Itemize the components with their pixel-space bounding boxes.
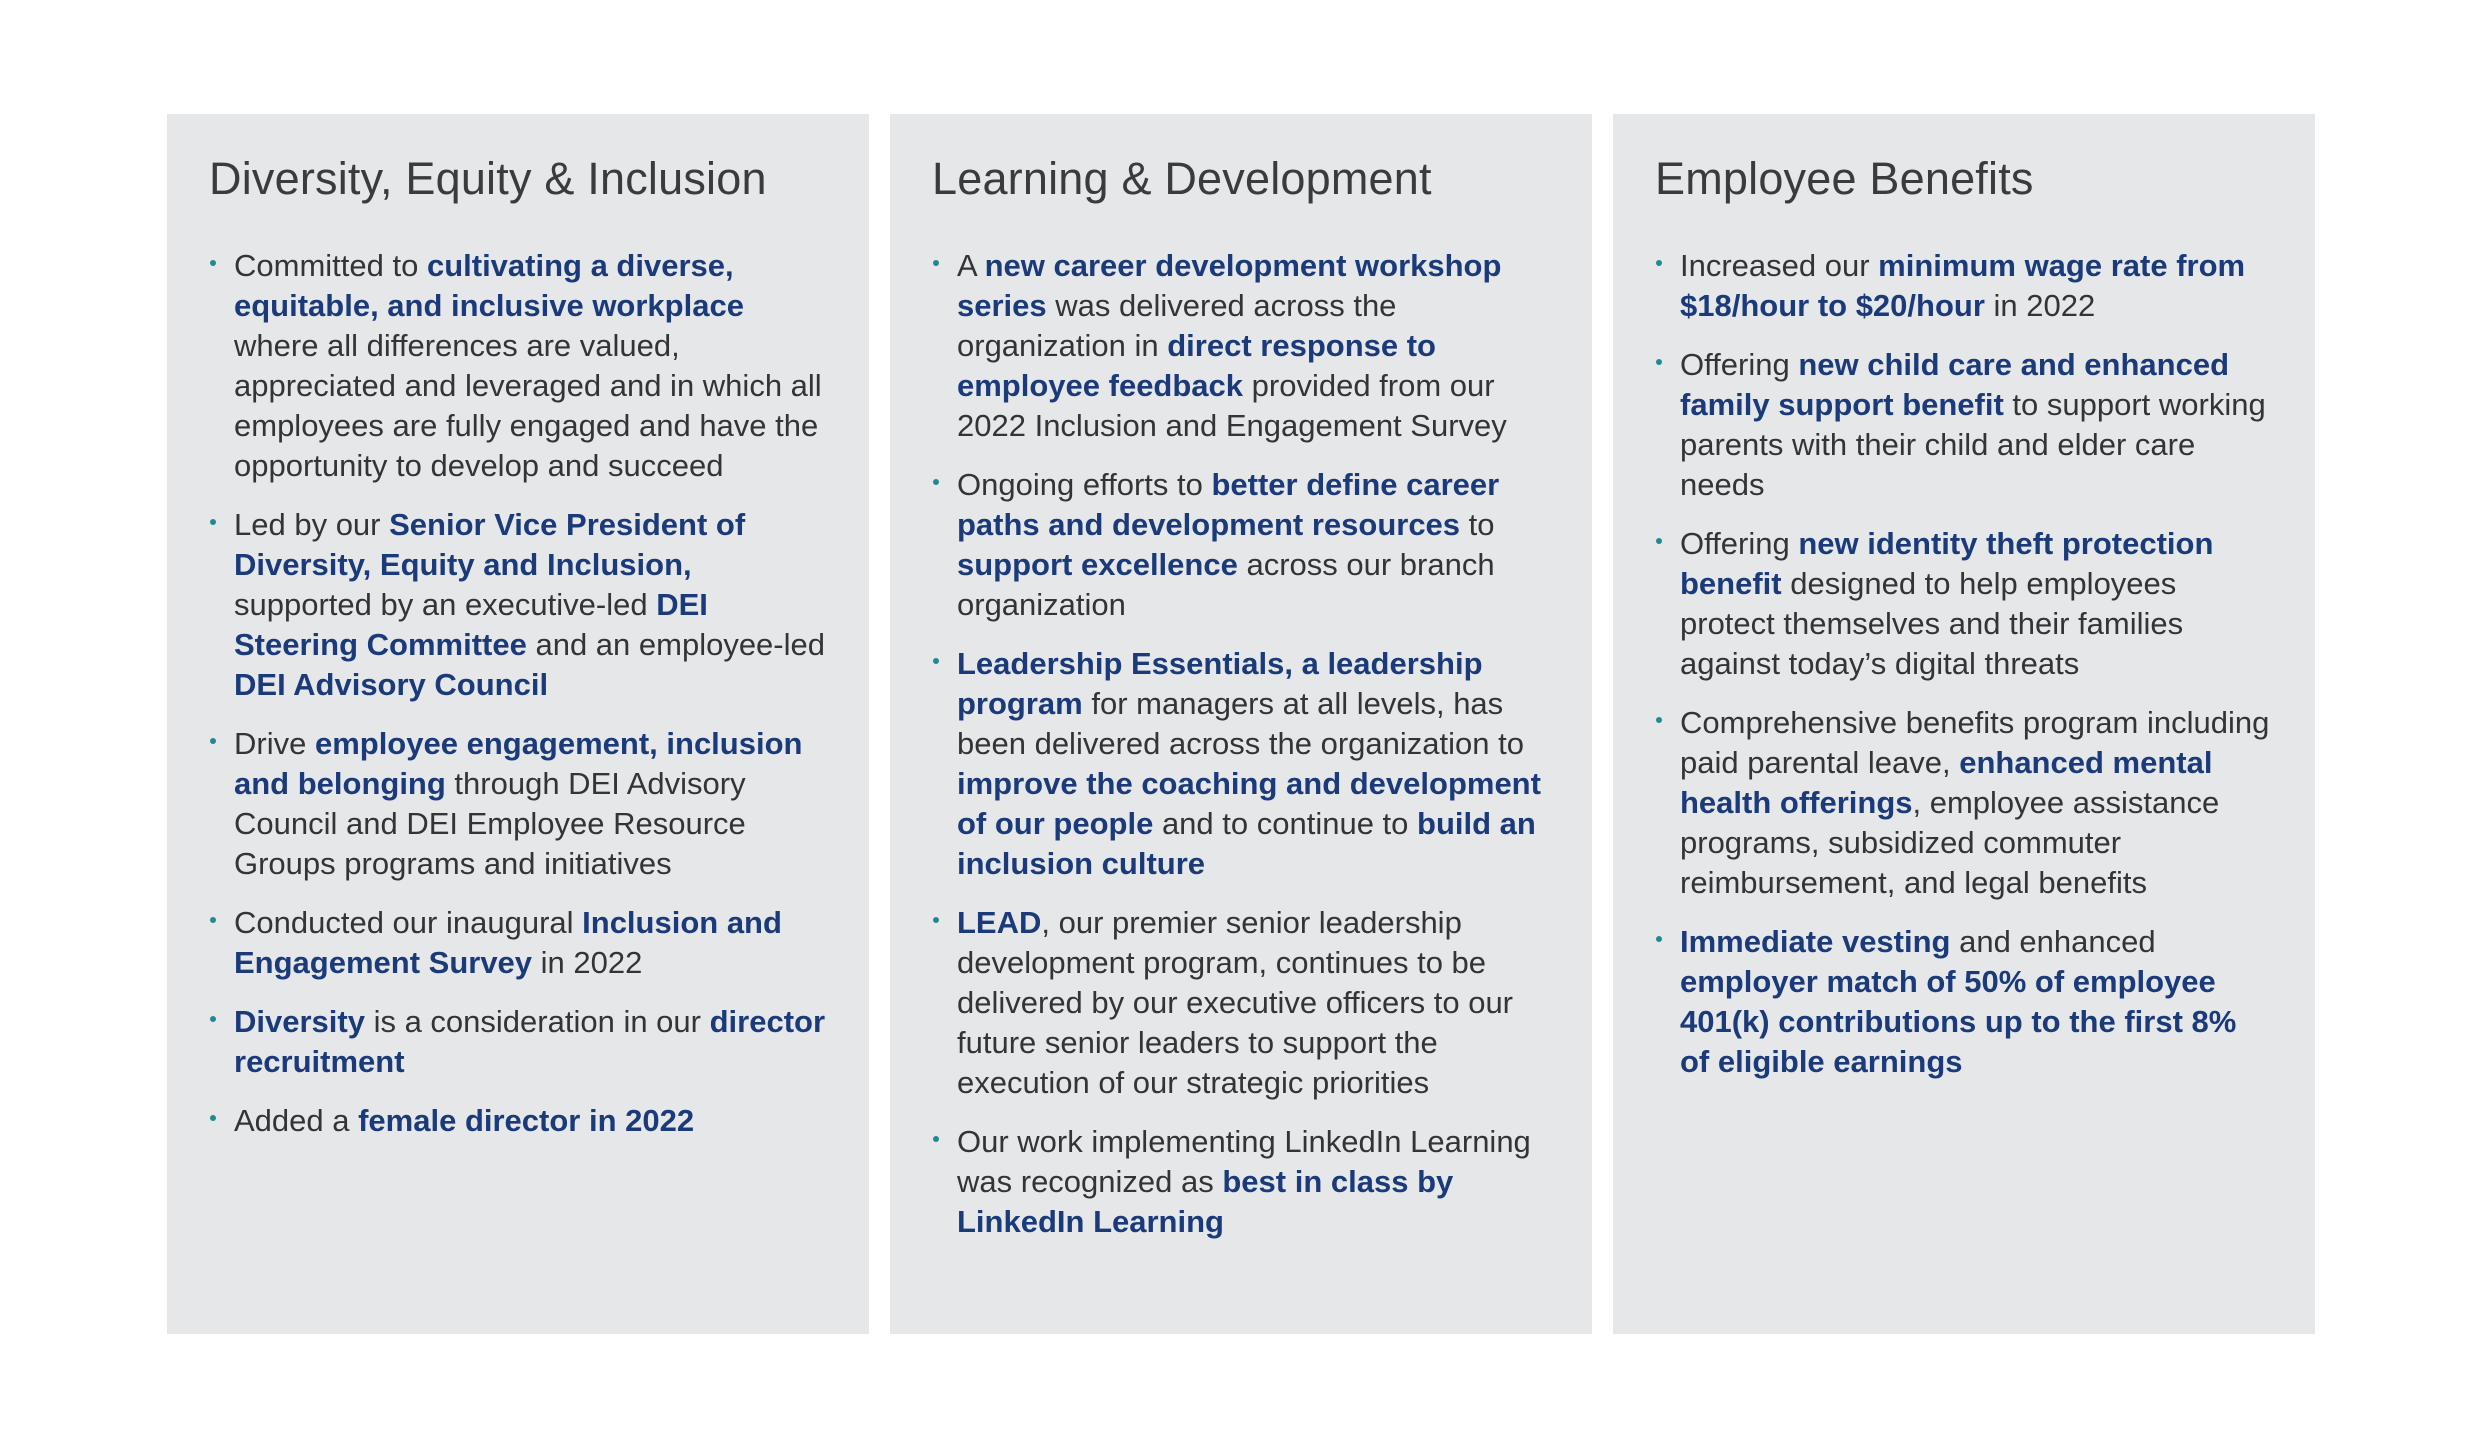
body-text: is a consideration in our xyxy=(364,1004,710,1039)
body-text: for managers at all levels, has been delivered across the organization to xyxy=(957,686,1524,761)
highlighted-text: director recruitment xyxy=(234,1004,826,1079)
highlighted-text: LEAD xyxy=(957,905,1042,940)
panel-title: Learning & Development xyxy=(932,153,1432,204)
body-text: through DEI Advisory Council and DEI Employee Resource Groups programs and initiatives xyxy=(234,766,746,881)
bullet-dot-icon xyxy=(933,658,939,664)
bullet-dot-icon xyxy=(933,1136,939,1142)
bullet-dot-icon xyxy=(933,479,939,485)
body-text: Conducted our inaugural xyxy=(234,905,583,940)
highlighted-text: employee engagement, inclusion and belonging xyxy=(234,726,803,801)
body-text: across our branch organization xyxy=(957,547,1495,622)
highlighted-text: cultivating a diverse, equitable, and inclusive workplace xyxy=(234,248,744,323)
bullet-dot-icon xyxy=(1656,538,1662,544)
body-text: A xyxy=(957,248,985,283)
highlighted-text: employer match of 50% of employee 401(k) contributions up to the first 8% of eligible earnings xyxy=(1680,964,2237,1079)
bullet-dot-icon xyxy=(210,1016,216,1022)
body-text: to support working parents with their child and elder care needs xyxy=(1680,387,2266,502)
body-text: Offering xyxy=(1680,347,1799,382)
bullet-item xyxy=(1655,345,2273,505)
bullet-item xyxy=(1655,524,2273,684)
panel-employee-benefits xyxy=(1613,114,2315,1334)
body-text: , employee assistance programs, subsidized commuter reimbursement, and legal benefits xyxy=(1680,785,2220,900)
body-text: designed to help employees protect themselves and their families against today’s digital threats xyxy=(1680,566,2184,681)
bullet-item xyxy=(209,724,827,884)
body-text: Drive xyxy=(234,726,315,761)
panel-diversity-equity-inclusion xyxy=(167,114,869,1334)
panel-title: Employee Benefits xyxy=(1655,153,2034,204)
highlighted-text: new identity theft protection benefit xyxy=(1680,526,2214,601)
highlighted-text: best in class by LinkedIn Learning xyxy=(957,1164,1454,1239)
body-text: in 2022 xyxy=(1984,288,2096,323)
body-text: Committed to xyxy=(234,248,427,283)
body-text: Our work implementing LinkedIn Learning was recognized as xyxy=(957,1124,1531,1199)
bullet-dot-icon xyxy=(210,1115,216,1121)
bullet-item xyxy=(1655,703,2273,903)
body-text: Led by our xyxy=(234,507,390,542)
bullet-item xyxy=(209,903,827,983)
bullet-dot-icon xyxy=(1656,717,1662,723)
body-text: Offering xyxy=(1680,526,1799,561)
body-text: supported by an executive-led xyxy=(234,587,657,622)
highlighted-text: direct response to employee feedback xyxy=(957,328,1436,403)
highlighted-text: DEI Advisory Council xyxy=(234,667,549,702)
highlighted-text: support excellence xyxy=(957,547,1238,582)
body-text: Added a xyxy=(234,1103,359,1138)
highlighted-text: minimum wage rate from $18/hour to $20/hour xyxy=(1680,248,2246,323)
bullet-item xyxy=(932,1122,1550,1242)
body-text: provided from our 2022 Inclusion and Engagement Survey xyxy=(957,368,1507,443)
body-text: was delivered across the organization in xyxy=(957,288,1397,363)
bullet-item xyxy=(1655,922,2273,1082)
bullet-item xyxy=(209,1002,827,1082)
body-text: and to continue to xyxy=(1153,806,1418,841)
body-text: Ongoing efforts to xyxy=(957,467,1212,502)
highlighted-text: female director in 2022 xyxy=(358,1103,695,1138)
bullet-dot-icon xyxy=(210,519,216,525)
bullet-item xyxy=(209,246,827,486)
bullet-dot-icon xyxy=(933,917,939,923)
bullet-dot-icon xyxy=(210,260,216,266)
highlighted-text: enhanced mental health offerings xyxy=(1680,745,2213,820)
bullet-item xyxy=(209,505,827,705)
bullet-list xyxy=(209,246,827,1141)
bullet-list xyxy=(1655,246,2273,1082)
highlighted-text: Inclusion and Engagement Survey xyxy=(234,905,782,980)
bullet-dot-icon xyxy=(933,260,939,266)
bullet-list xyxy=(932,246,1550,1242)
body-text: to xyxy=(1460,507,1495,542)
highlighted-text: new child care and enhanced family support benefit xyxy=(1680,347,2230,422)
body-text: in 2022 xyxy=(532,945,643,980)
body-text: Increased our xyxy=(1680,248,1879,283)
highlighted-text: Senior Vice President of Diversity, Equity and Inclusion, xyxy=(234,507,746,582)
bullet-dot-icon xyxy=(1656,936,1662,942)
body-text: and an employee-led xyxy=(526,627,825,662)
highlighted-text: Immediate vesting xyxy=(1680,924,1951,959)
bullet-dot-icon xyxy=(1656,260,1662,266)
highlighted-text: build an inclusion culture xyxy=(957,806,1536,881)
bullet-dot-icon xyxy=(210,917,216,923)
bullet-dot-icon xyxy=(1656,359,1662,365)
panel-title: Diversity, Equity & Inclusion xyxy=(209,153,767,204)
bullet-item xyxy=(932,246,1550,446)
body-text: , our premier senior leadership development program, continues to be delivered by our executive officers to our future senior leaders to support the execution of our strategic priorities xyxy=(957,905,1514,1100)
highlighted-text: improve the coaching and development of our people xyxy=(957,766,1541,841)
body-text: and enhanced xyxy=(1950,924,2156,959)
highlighted-text: DEI Steering Committee xyxy=(234,587,708,662)
bullet-item xyxy=(932,465,1550,625)
bullet-item xyxy=(932,903,1550,1103)
body-text: Comprehensive benefits program including paid parental leave, xyxy=(1680,705,2270,780)
highlighted-text: new career development workshop series xyxy=(957,248,1502,323)
highlighted-text: Diversity xyxy=(234,1004,365,1039)
bullet-dot-icon xyxy=(210,738,216,744)
highlighted-text: better define career paths and development resources xyxy=(957,467,1500,542)
body-text: where all differences are valued, appreciated and leveraged and in which all employees are fully engaged and have the opportunity to develop and succeed xyxy=(234,328,822,483)
bullet-item xyxy=(1655,246,2273,326)
highlighted-text: Leadership Essentials, a leadership program xyxy=(957,646,1483,721)
bullet-item xyxy=(932,644,1550,884)
panel-learning-development xyxy=(890,114,1592,1334)
bullet-item xyxy=(209,1101,827,1141)
